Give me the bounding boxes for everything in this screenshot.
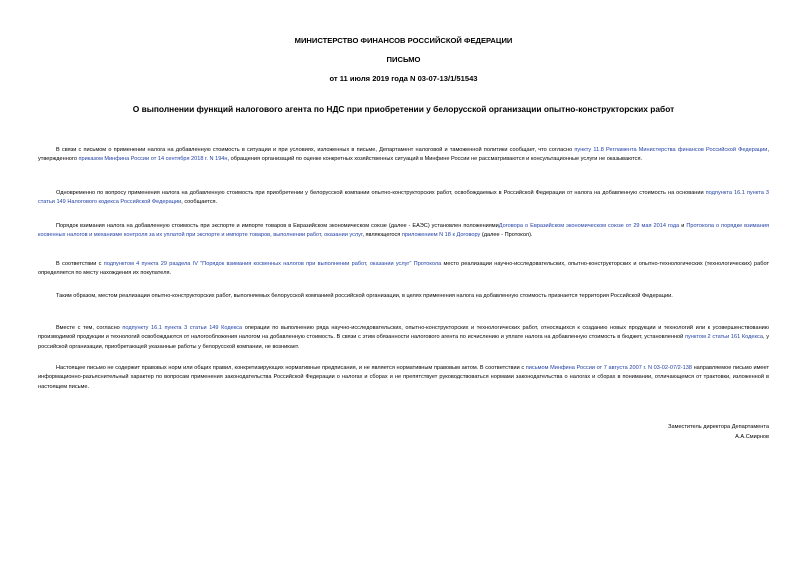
paragraph-6 — [38, 324, 769, 352]
ministry-heading: МИНИСТЕРСТВО ФИНАНСОВ РОССИЙСКОЙ ФЕДЕРАЦИИ — [294, 36, 513, 45]
signature-name: А.А.Смирнов — [735, 434, 769, 440]
link-appendix-18[interactable]: приложением N 18 к Договору — [401, 232, 481, 239]
paragraph-text: Порядок взимания налога на добавленную стоимость при экспорте и импорте товаров в Евразийском экономическом союзе (далее - ЕАЭС) установлен положениями — [56, 223, 499, 229]
link-code-161[interactable]: пунктом 2 статьи 161 Кодекса — [684, 334, 763, 341]
paragraph-text: направляемое письмо имеет информационно-разъяснительный характер по вопросам применения законодательства Российской Федерации о налогах и сборах и не препятствует руководствоваться нормами законодательства о налогах и сборах в понимании, отличающемся от трактовки, изложенной в настоящем письме. — [38, 365, 770, 390]
signature-position: Заместитель директора Департамента — [668, 424, 769, 430]
paragraph-2 — [38, 189, 769, 208]
paragraph-text: В соответствии с — [56, 261, 104, 267]
paragraph-1 — [38, 146, 769, 165]
paragraph-text: , являющегося — [362, 232, 402, 239]
link-protocol-section-iv[interactable]: подпунктом 4 пункта 29 раздела IV "Порядок взимания косвенных налогов при выполнении работ, оказании услуг" Протокола — [103, 261, 442, 267]
document-type: ПИСЬМО — [386, 55, 421, 64]
link-minfin-letter-2007[interactable]: письмом Минфина России от 7 августа 2007 г. N 03-02-07/2-138 — [525, 365, 692, 371]
paragraph-text: , утвержденного — [38, 147, 769, 163]
paragraph-text: , обращения организаций по оценке конкретных хозяйственных ситуаций в Минфине России не рассматриваются и консультационные услуги не оказываются. — [227, 156, 643, 163]
paragraph-text: Одновременно по вопросу применения налога на добавленную стоимость при приобретении у белорусской компании опытно-конструкторских работ, освобождаемых в Российской Федерации от налога на добавленную стоимость на основании — [56, 190, 706, 196]
paragraph-text: , сообщается. — [181, 199, 218, 206]
paragraph-text: Вместе с тем, согласно — [56, 325, 123, 331]
link-regulation-11-8[interactable]: пункту 11.8 Регламента Министерства финансов Российской Федерации — [574, 147, 768, 153]
paragraph-7 — [38, 364, 769, 392]
link-order-194n[interactable]: приказом Минфина России от 14 сентября 2018 г. N 194н — [78, 156, 228, 163]
link-code-149[interactable]: подпункту 16.1 пункта 3 статьи 149 Кодекса — [122, 325, 243, 331]
paragraph-5 — [38, 292, 769, 301]
paragraph-text: Таким образом, местом реализации опытно-конструкторских работ, выполняемых белорусской компанией российской организации, в целях применения налога на добавленную стоимость признается территория Российской Федерации. — [56, 293, 673, 299]
paragraph-3 — [38, 222, 769, 241]
paragraph-text: В связи с письмом о применении налога на добавленную стоимость в ситуации и при условиях, изложенных в письме, Департамент налоговой и таможенной политики сообщает, что согласно — [56, 147, 575, 153]
paragraph-text: , у российской организации, приобретающей указанные работы у белорусской компании, не возникает. — [38, 334, 770, 350]
document-date-number: от 11 июля 2019 года N 03-07-13/1/51543 — [329, 74, 478, 83]
link-eaeu-treaty[interactable]: Договора о Евразийском экономическом союзе от 29 мая 2014 года — [498, 223, 680, 229]
document-subject: О выполнении функций налогового агента по НДС при приобретении у белорусской организации опытно-конструкторских работ — [132, 104, 675, 114]
paragraph-text: операции по выполнению ряда научно-исследовательских, опытно-конструкторских и технологических работ, относящихся к созданию новых продукции и технологий или к усовершенствованию производимой продукции и технологий освобождаются от налогообложения налогом на добавленную стоимость. В связи с этим обязанности налогового агента по исчислению и уплате налога на добавленную стоимость в бюджет, установленной — [38, 325, 769, 341]
paragraph-text: Настоящее письмо не содержит правовых норм или общих правил, конкретизирующих нормативные предписания, и не является нормативным правовым актом. В соответствии с — [56, 365, 526, 371]
paragraph-4 — [38, 260, 769, 279]
link-protocol[interactable]: Протокола о порядке взимания косвенных налогов и механизме контроля за их уплатой при экспорте и импорте товаров, выполнении работ, оказании услуг — [38, 223, 769, 239]
paragraph-text: и — [679, 223, 687, 229]
paragraph-text: место реализации научно-исследовательских, опытно-конструкторских и опытно-технологических (технологических) работ определяется по месту нахождения их покупателя. — [38, 261, 770, 277]
paragraph-text: (далее - Протокол). — [480, 232, 533, 239]
link-tax-code-149[interactable]: подпункта 16.1 пункта 3 статьи 149 Налогового кодекса Российской Федерации — [38, 190, 769, 206]
